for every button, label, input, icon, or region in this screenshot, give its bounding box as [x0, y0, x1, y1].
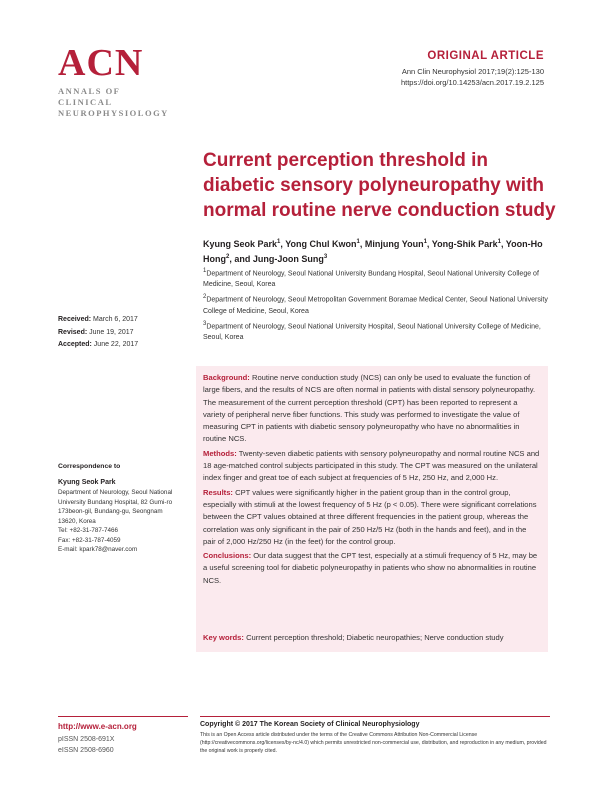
address-line: 13620, Korea [58, 517, 96, 525]
article-dates [58, 314, 138, 352]
correspondence-heading: Correspondence to [58, 463, 121, 470]
abstract-background: Background: Routine nerve conduction study (NCS) can only be used to evaluate the function of large fibers, and the results of NCS are often normal in patients with distal sensory polyneuropathy. The measurement of the current perception threshold (CPT) has been reported to represent a variety of peripheral nerve fiber functions. This study was performed to investigate the value of measuring CPT in patients with diabetic sensory polyneuropathy who have no abnormalities in routine NCS. [203, 373, 536, 444]
revised-date: Revised: June 19, 2017 [58, 328, 134, 336]
logo-sub-line: NEUROPHYSIOLOGY [58, 108, 169, 118]
article-type: ORIGINAL ARTICLE [427, 50, 544, 62]
email[interactable]: E-mail: kpark78@naver.com [58, 546, 138, 553]
affiliation: $^2$Department of Neurology, Seoul Metropolitan Government Boramae Medical Center, Seoul National University College of Medicine, Seoul, Korea [203, 294, 548, 315]
author-list: Kyung Seok Park$^1$, Yong Chul Kwon$^1$, Minjung Youn$^1$, Yong-Shik Park$^1$, Yoon-Ho Hong$^2$, and Jung-Joon Sung$^3$ [203, 239, 543, 264]
logo-mark: ACN [58, 42, 144, 84]
author-name: Yong Chul Kwon [285, 239, 357, 249]
pissn: pISSN 2508-691X [58, 736, 115, 743]
address-line: 173beon-gil, Bundang-gu, Seongnam [58, 508, 163, 515]
eissn: eISSN 2508-6960 [58, 747, 114, 754]
fax: Fax: +82-31-787-4059 [58, 536, 121, 544]
author-aff: 1 [277, 239, 281, 245]
article-header [401, 50, 544, 88]
affiliation: $^3$Department of Neurology, Seoul National University Hospital, Seoul National University College of Medicine, Seoul, Korea [203, 320, 541, 341]
abstract-methods: Methods: Twenty-seven diabetic patients with sensory polyneuropathy and normal routine NCS and 18 age-matched control subjects participated in this study. The CPT was measured on the unilateral index finger and great toe of each subject at frequencies of 5 Hz, 250 Hz, and 2,000 Hz. [203, 448, 540, 483]
article-title: Current perception threshold in diabetic sensory polyneuropathy with normal routine nerve conduction study [203, 150, 556, 221]
address-line: University Bundang Hospital, 82 Gumi-ro [58, 498, 173, 506]
author-aff: 3 [323, 254, 328, 260]
license-text: This is an Open Access article distributed under the terms of the Creative Commons Attribution Non-Commercial License (http://creativecommons.org/licenses/by-nc/4.0) which permits unrestricted non-commercial use, distribution, and reproduction in any medium, provided the original work is properly cited. [200, 732, 547, 754]
author-name: Kyung Seok Park [203, 239, 278, 249]
author-aff: 2 [226, 254, 230, 260]
logo-sub-line: CLINICAL [58, 97, 113, 107]
footer-right [200, 721, 550, 755]
journal-citation: Ann Clin Neurophysiol 2017;19(2):125-130 [401, 67, 544, 76]
author-aff: 1 [356, 239, 360, 245]
author-name: Yoon-Ho Hong [203, 239, 543, 264]
abstract-results: Results: CPT values were significantly higher in the patient group than in the control group, especially with stimuli at the lowest frequency of 5 Hz (p < 0.05). There were significant correlations between the CPT values obtained at three different frequencies in the patient group, whereas the correlation was only significant in the pair of 250 Hz/5 Hz (both in the hands and feet), and in the pair of 2,000 Hz/250 Hz (in the feet) for the control group. [203, 487, 537, 546]
author-name: Jung-Joon Sung [252, 254, 324, 264]
logo-sub-line: ANNALS OF [58, 86, 121, 96]
doi-link[interactable]: https://doi.org/10.14253/acn.2017.19.2.125 [400, 78, 544, 87]
abstract-conclusions: Conclusions: Our data suggest that the CPT test, especially at a stimuli frequency of 5 Hz, may be a useful screening tool for diabetic polyneuropathy in patients who show no abnormalities in routine NCS. [203, 551, 538, 585]
journal-logo [58, 44, 169, 119]
journal-url[interactable]: http://www.e-acn.org [58, 722, 137, 731]
footer-rule-left [58, 716, 188, 717]
footer-left [58, 721, 137, 756]
author-name: Minjung Youn [364, 239, 424, 249]
author-name: Yong-Shik Park [431, 239, 498, 249]
affiliation: $^1$Department of Neurology, Seoul National University Bundang Hospital, Seoul National University College of Medicine, Seoul, Korea [203, 268, 539, 289]
logo-subtitle [58, 86, 169, 119]
footer-rule-right [200, 716, 550, 717]
affiliation-list [203, 266, 548, 345]
accepted-date: Accepted: June 22, 2017 [58, 341, 139, 348]
abstract-box [196, 366, 548, 652]
author-aff: 1 [423, 239, 427, 245]
keywords: Key words: Current perception threshold; Diabetic neuropathies; Nerve conduction study [203, 633, 504, 642]
received-date: Received: March 6, 2017 [58, 316, 138, 323]
tel: Tel: +82-31-787-7466 [58, 527, 119, 534]
address-line: Department of Neurology, Seoul National [58, 489, 173, 496]
correspondence-name: Kyung Seok Park [58, 478, 116, 486]
copyright: Copyright © 2017 The Korean Society of Clinical Neurophysiology [200, 721, 420, 728]
author-aff: 1 [497, 239, 501, 245]
correspondence [58, 462, 190, 555]
